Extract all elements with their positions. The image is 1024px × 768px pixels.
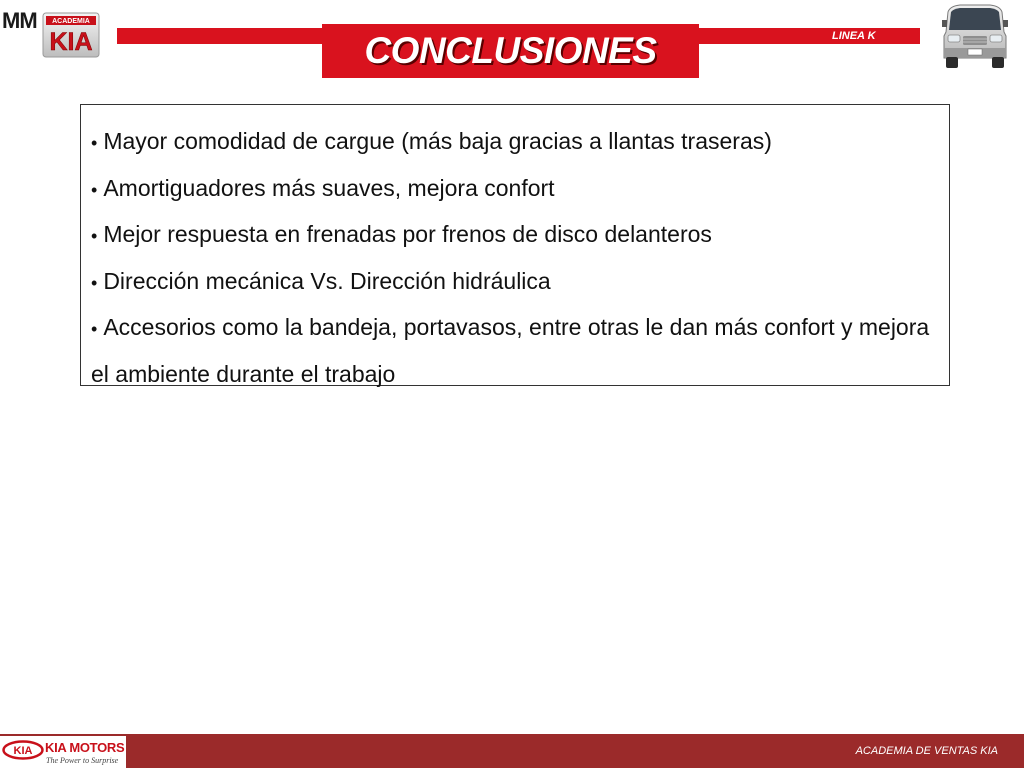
academia-logo-brand-text: KIA	[49, 28, 93, 56]
list-item-text: Accesorios como la bandeja, portavasos, entre otras le dan más confort y mejora el ambiente durante el trabajo	[91, 314, 930, 387]
bullet-icon: •	[91, 319, 98, 339]
bullet-icon: •	[91, 179, 98, 200]
footer-brand: KIA MOTORS	[45, 740, 125, 755]
list-item	[91, 166, 941, 213]
list-item-text: Amortiguadores más suaves, mejora confort	[103, 174, 555, 201]
bullet-icon: •	[91, 226, 98, 246]
list-item	[91, 305, 941, 396]
list-item	[91, 212, 941, 259]
title-banner	[322, 22, 699, 78]
kia-oval-logo-text: KIA	[13, 745, 33, 757]
list-item-text: Mejor respuesta en frenadas por frenos de disco delanteros	[103, 221, 712, 247]
bullet-icon: •	[91, 272, 98, 293]
line-label: LINEA K	[832, 30, 876, 42]
mm-label: MM	[2, 8, 37, 33]
list-item-text: Mayor comodidad de cargue (más baja gracias a llantas traseras)	[103, 128, 772, 154]
bullet-icon: •	[91, 133, 98, 153]
list-item-text: Dirección mecánica Vs. Dirección hidráulica	[103, 267, 551, 294]
page-title: CONCLUSIONES	[364, 30, 657, 71]
academia-kia-logo	[42, 12, 100, 58]
kia-k-truck-icon	[936, 2, 1014, 72]
list-item	[91, 259, 941, 306]
footer-tagline: The Power to Surprise	[46, 756, 119, 765]
conclusions-box	[80, 104, 950, 386]
academia-logo-top-text: ACADEMIA	[52, 18, 90, 25]
kia-oval-logo-icon	[2, 740, 44, 760]
footer-academy-label: ACADEMIA DE VENTAS KIA	[855, 745, 998, 757]
list-item	[91, 119, 941, 166]
